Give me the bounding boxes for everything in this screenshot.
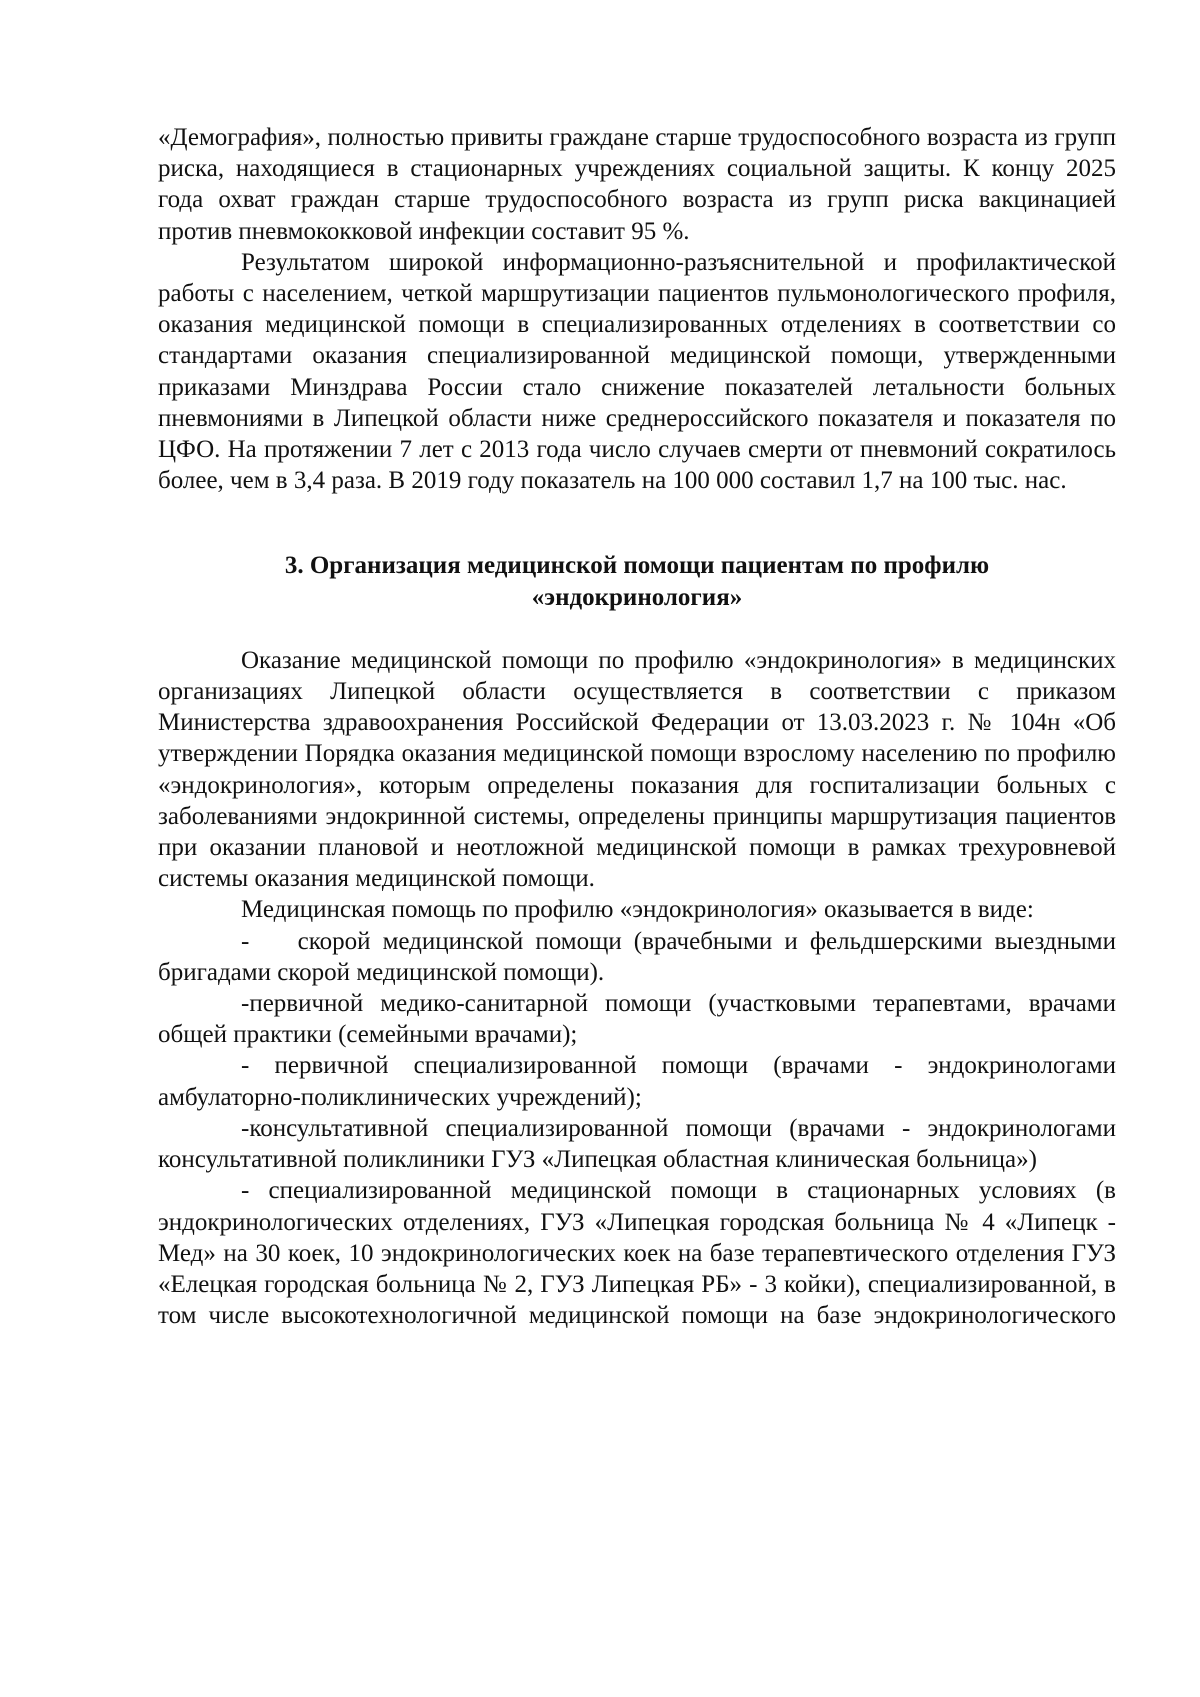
list-item-emergency-care: - скорой медицинской помощи (врачебными и фельдшерскими выездными бригадами скорой медицинской помощи). (158, 927, 1123, 986)
paragraph-endocrinology-provision: Оказание медицинской помощи по профилю «эндокринология» в медицинских организациях Липецкой области осуществляется в соответствии с приказом Министерства здравоохранения Российской Федерации от 13.03.2023 г. № 104н «Об утверждении Порядка оказания медицинской помощи взрослому населению по профилю «эндокринология», которым определены показания для госпитализации больных с заболеваниями эндокринной системы, определены принципы маршрутизация пациентов при оказании плановой и неотложной медицинской помощи в рамках трехуровневой системы оказания медицинской помощи. (158, 646, 1116, 893)
section-heading-endocrinology: 3. Организация медицинской помощи пациентам по профилю «эндокринология» (284, 552, 990, 611)
list-item-primary-specialized-care: - первичной специализированной помощи (врачами - эндокринологами амбулаторно-поликлинических учреждений); (158, 1052, 1116, 1111)
paragraph-demography-vaccination: «Демография», полностью привиты граждане старше трудоспособного возраста из групп риска, находящиеся в стационарных учреждениях социальной защиты. К концу 2025 года охват граждан старше трудоспособного возраста из групп риска вакцинацией против пневмококковой инфекции составит 95 %. (158, 124, 1116, 245)
list-item-inpatient-specialized-care: - специализированной медицинской помощи в стационарных условиях (в эндокринологических отделениях, ГУЗ «Липецкая городская больница № 4 «Липецк - Мед» на 30 коек, 10 эндокринологических коек на базе терапевтического отделения ГУЗ «Елецкая городская больница № 2, ГУЗ Липецкая РБ» - 3 койки), специализированной, в том числе высокотехнологичной медицинской помощи на базе эндокринологического (158, 1177, 1116, 1330)
list-item-consultative-care: -консультативной специализированной помощи (врачами - эндокринологами консультативной поликлиники ГУЗ «Липецкая областная клиническая больница») (158, 1114, 1116, 1174)
document-body (158, 122, 1123, 1331)
list-item-primary-care: -первичной медико-санитарной помощи (участковыми терапевтами, врачами общей практики (семейными врачами); (158, 990, 1116, 1049)
paragraph-pneumonia-results: Результатом широкой информационно-разъяснительной и профилактической работы с населением, четкой маршрутизации пациентов пульмонологического профиля, оказания медицинской помощи в специализированных отделениях в соответствии со стандартами оказания специализированной медицинской помощи, утвержденными приказами Минздрава России стало снижение показателей летальности больных пневмониями в Липецкой области ниже среднероссийского показателя и показателя по ЦФО. На протяжении 7 лет с 2013 года число случаев смерти от пневмоний сократилось более, чем в 3,4 раза. В 2019 году показатель на 100 000 составил 1,7 на 100 тыс. нас. (158, 248, 1116, 495)
paragraph-care-forms: Медицинская помощь по профилю «эндокринология» оказывается в виде: (241, 896, 1034, 924)
